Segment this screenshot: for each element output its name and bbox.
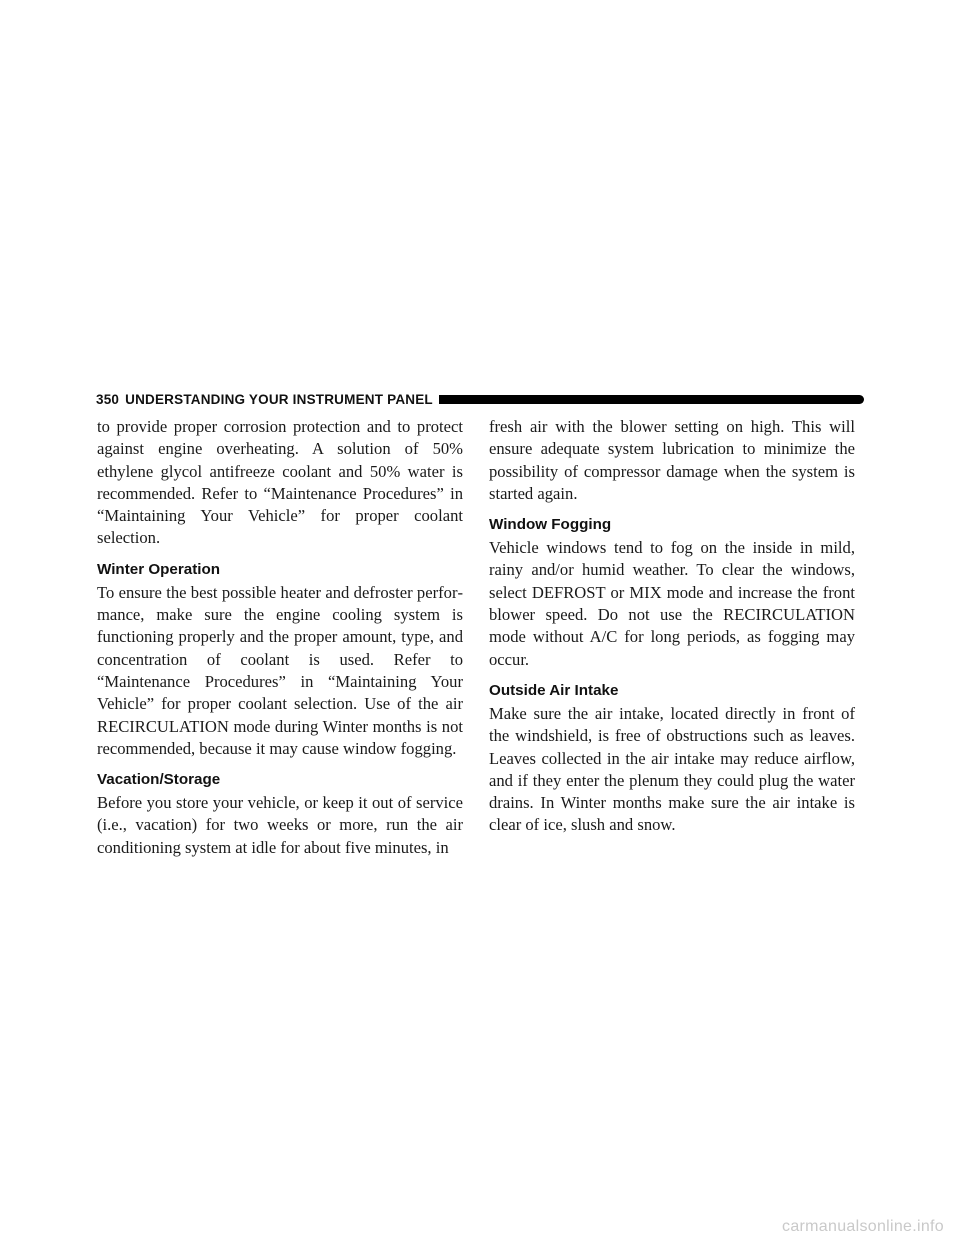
header-rule: [439, 395, 864, 404]
paragraph-vacation-storage-continued: fresh air with the blower setting on high. This will ensure adequate system lubrication to minimize the possibility of compressor damage when the system is started again.: [489, 417, 855, 503]
right-column: [489, 416, 855, 837]
section-title: UNDERSTANDING YOUR INSTRUMENT PANEL: [125, 391, 433, 407]
heading-vacation-storage: Vacation/Storage: [97, 771, 221, 789]
paragraph-vacation-storage: Before you store your vehicle, or keep it out of service (i.e., vacation) for two weeks or more, run the air conditioning system at idle for about five minutes, in: [97, 793, 463, 857]
page-header: [96, 389, 864, 409]
paragraph-coolant-continued: to provide proper corrosion protection and to protect against engine overheating. A solution of 50% ethylene glycol antifreeze coolant and 50% water is recommended. Refer to “Maintenance Procedures” in “Maintaining Your Vehicle” for proper coolant selection.: [97, 417, 463, 548]
page-number: 350: [96, 391, 120, 407]
watermark-text: carmanualsonline.info: [782, 1218, 944, 1235]
paragraph-winter-operation: To ensure the best possible heater and defroster performance, make sure the engine cooling system is functioning properly and the proper amount, type, and concentration of coolant is used. Refer to “Maintenance Procedures” in “Maintaining Your Vehicle” for proper coolant selection. Use of the air RECIRCULATION mode during Winter months is not recommended, because it may cause window fogging.: [97, 582, 463, 758]
left-column: [97, 416, 463, 859]
heading-window-fogging: Window Fogging: [489, 516, 612, 534]
paragraph-outside-air-intake: Make sure the air intake, located directly in front of the windshield, is free of obstructions such as leaves. Leaves collected in the air intake may reduce airflow, and if they enter the plenum they could plug the water drains. In Winter months make sure the air intake is clear of ice, slush and snow.: [489, 703, 855, 835]
heading-outside-air-intake: Outside Air Intake: [489, 681, 619, 699]
heading-winter-operation: Winter Operation: [97, 560, 221, 578]
paragraph-window-fogging: Vehicle windows tend to fog on the inside in mild, rainy and/or humid weather. To clear the windows, select DEFROST or MIX mode and increase the front blower speed. Do not use the RECIRCULATION mode without A/C for long periods, as fogging may occur.: [489, 538, 855, 669]
